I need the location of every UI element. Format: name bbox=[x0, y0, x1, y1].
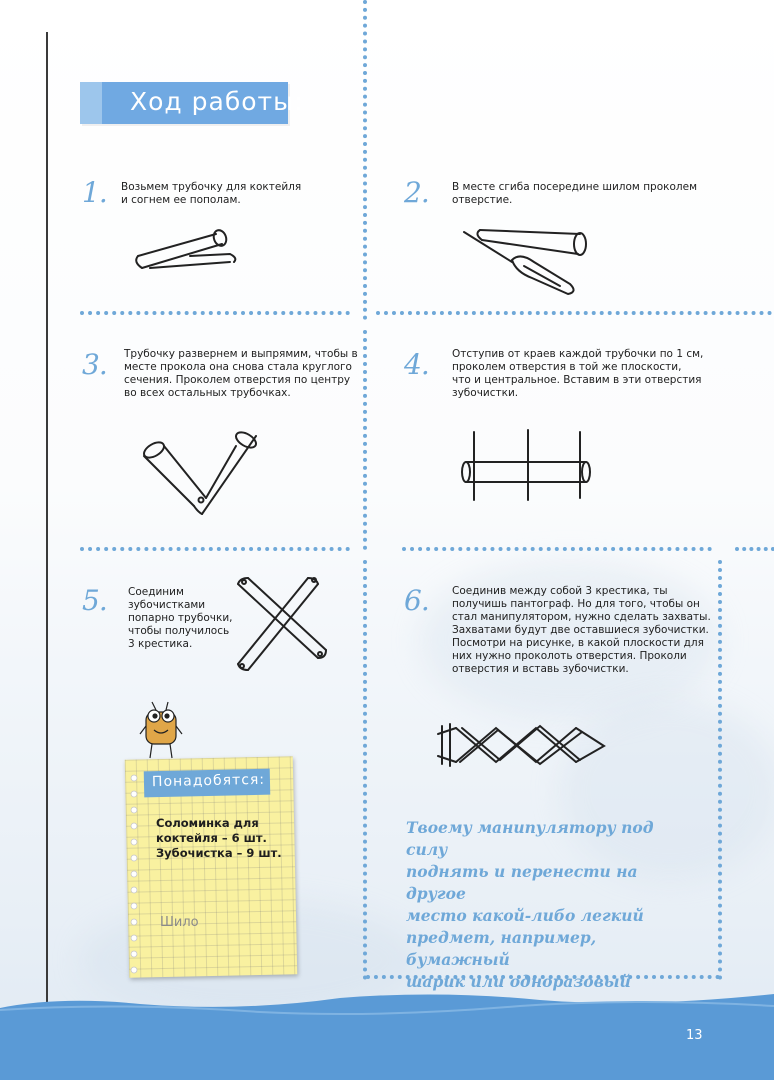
step-number: 2. bbox=[404, 176, 429, 209]
materials-title: Понадобятся: bbox=[151, 771, 266, 791]
tip-text: Твоему манипулятору под силу поднять и перенести на другое место какой-либо легкий предмет, например, бумажный шарик или одноразовый bbox=[406, 818, 654, 991]
step-text: Соединив между собой 3 крестика, ты получишь пантограф. Но для того, чтобы он стал манипулятором, нужно сделать захваты. Захватами будут две оставшиеся зубочистки. Посмотри на рисунке, в какой плоскости для них нужно проколоть отверстия. Проколи отверстия и вставь зубочистки. bbox=[452, 585, 711, 675]
step-text: Трубочку развернем и выпрямим, чтобы в месте прокола она снова стала круглого сечения. Проколем отверстия по центру во всех остальных трубочках. bbox=[124, 348, 358, 399]
step-number: 6. bbox=[404, 584, 429, 617]
step-text: Возьмем трубочку для коктейля и согнем ее пополам. bbox=[121, 181, 302, 206]
page-number: 13 bbox=[686, 1028, 703, 1043]
materials-extra: Шило bbox=[160, 915, 199, 930]
step-number: 1. bbox=[82, 176, 107, 209]
step-text: Соединим зубочистками попарно трубочки, чтобы получилось 3 крестика. bbox=[128, 586, 233, 650]
step-number: 5. bbox=[82, 584, 107, 617]
page-title: Ход работы: bbox=[130, 87, 304, 116]
materials-list: Соломинка для коктейля – 6 шт. Зубочистка – 9 шт. bbox=[156, 816, 282, 860]
step-text: В месте сгиба посередине шилом проколем отверстие. bbox=[452, 181, 698, 206]
step-number: 4. bbox=[404, 348, 429, 381]
step-text: Отступив от краев каждой трубочки по 1 см, проколем отверстия в той же плоскости, что и центральное. Вставим в эти отверстия зубочистки. bbox=[452, 348, 704, 399]
step-number: 3. bbox=[82, 348, 107, 381]
